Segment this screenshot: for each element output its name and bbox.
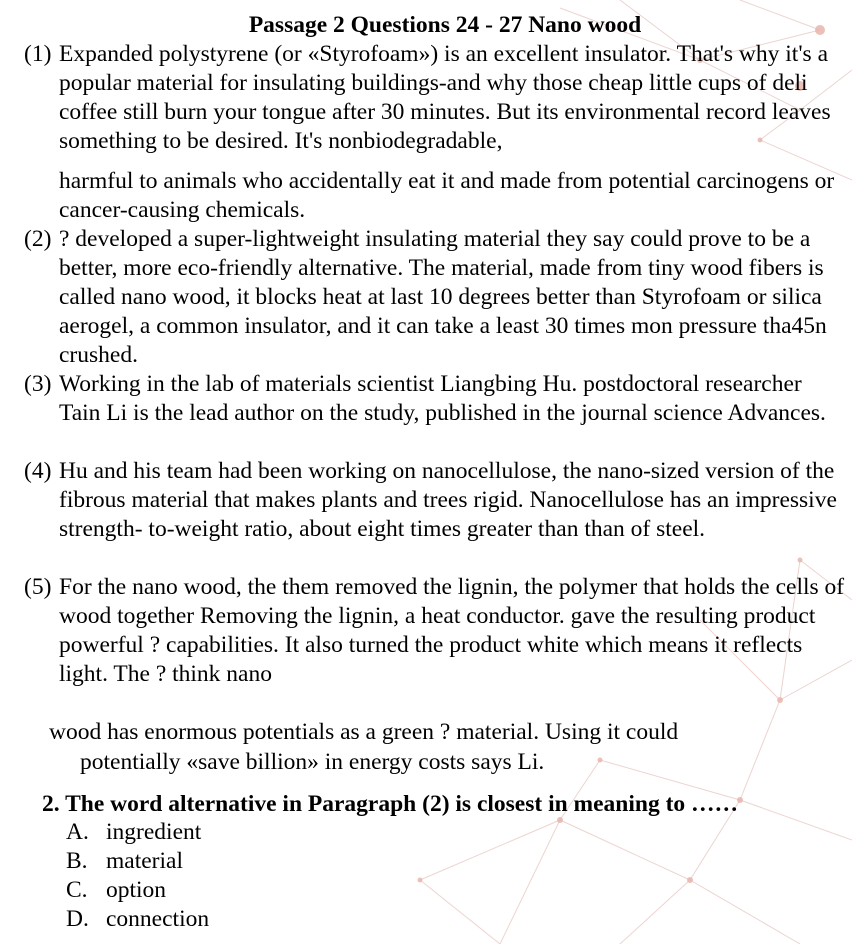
paragraph-3 [24, 370, 846, 428]
paragraph-text: harmful to animals who accidentally eat it and made from potential carcinogens or cancer-causing chemicals. [59, 168, 835, 223]
paragraph-text: ? developed a super-lightweight insulating material they say could prove to be a better, more eco-friendly alternative. The material, made from tiny wood fibers is called nano wood, it blocks heat at last 10 degrees better than Styrofoam or silica aerogel, a common insulator, and it can take a least 30 times mon pressure tha45n crushed. [59, 226, 827, 368]
option-text: material [106, 848, 183, 874]
option-b[interactable] [66, 847, 183, 876]
option-letter: A. [66, 819, 89, 845]
paragraph-text: For the nano wood, the them removed the lignin, the polymer that holds the cells of wood together Removing the lignin, a heat conductor. gave the resulting product powerful ? capabilities. It also turned the product white which means it reflects light. The ? think nano [59, 574, 845, 687]
option-a[interactable] [66, 818, 201, 847]
option-letter: D. [66, 906, 89, 932]
paragraph-text: Working in the lab of materials scientist Liangbing Hu. postdoctoral researcher Tain Li is the lead author on the study, published in the journal science Advances. [59, 371, 826, 426]
question-text: 2. The word alternative in Paragraph (2) is closest in meaning to …… [42, 791, 739, 817]
paragraph-number: (5) [24, 574, 52, 600]
paragraph-text: Expanded polystyrene (or «Styrofoam») is an excellent insulator. That's why it's a popular material for insulating buildings-and why those cheap little cups of deli coffee still burn your tongue after 30 minutes. But its environmental record leaves something to be desired. It's nonbiodegradable, [59, 41, 831, 154]
option-text: option [106, 877, 167, 903]
paragraph-1 [24, 40, 846, 156]
option-text: ingredient [106, 819, 202, 845]
paragraph-number: (1) [24, 41, 52, 67]
passage-title: Passage 2 Questions 24 - 27 Nano wood [248, 12, 642, 38]
paragraph-5 [24, 573, 846, 689]
option-letter: B. [66, 848, 88, 874]
paragraph-2 [24, 225, 846, 370]
paragraph-1-continuation [24, 167, 846, 225]
option-c[interactable] [66, 876, 166, 905]
option-text: connection [106, 906, 210, 932]
paragraph-text: Hu and his team had been working on nanocellulose, the nano-sized version of the fibrous material that makes plants and trees rigid. Nanocellulose has an impressive strength- to-weight ratio, about eight times greater than than of steel. [59, 458, 837, 542]
paragraph-5-continuation-line-1: wood has enormous potentials as a green ? material. Using it could [49, 719, 679, 745]
option-letter: C. [66, 877, 88, 903]
paragraph-number: (3) [24, 371, 52, 397]
paragraph-5-continuation-line-2: potentially «save billion» in energy costs says Li. [80, 749, 545, 775]
paragraph-number: (2) [24, 226, 52, 252]
option-d[interactable] [66, 905, 209, 934]
paragraph-4 [24, 457, 846, 544]
paragraph-number: (4) [24, 458, 52, 484]
